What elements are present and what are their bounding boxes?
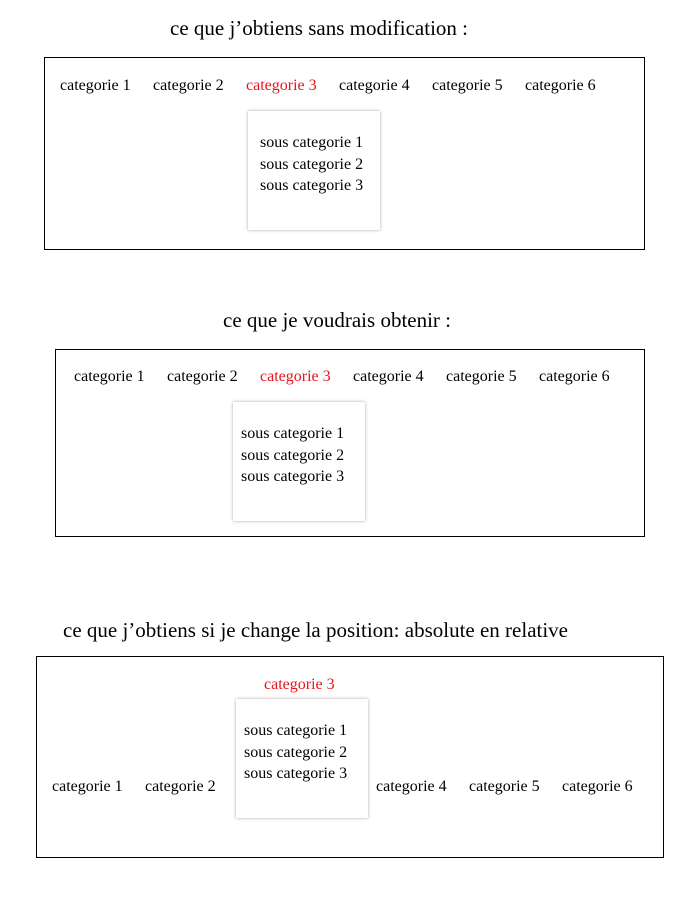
example-1-category-1[interactable]: categorie 1: [60, 77, 131, 94]
example-3-category-1[interactable]: categorie 1: [52, 778, 123, 795]
example-2-subcategory-2[interactable]: sous categorie 2: [241, 447, 345, 464]
example-2-subcategory-1[interactable]: sous categorie 1: [241, 425, 345, 442]
example-3-title: ce que j’obtiens si je change la position: absolute en relative: [63, 618, 569, 642]
example-3-category-3-active[interactable]: categorie 3: [264, 676, 335, 693]
example-3-category-5[interactable]: categorie 5: [469, 778, 540, 795]
example-1-title: ce que j’obtiens sans modification :: [170, 16, 469, 40]
example-2-title: ce que je voudrais obtenir :: [223, 308, 452, 332]
example-3-category-6[interactable]: categorie 6: [562, 778, 633, 795]
example-2-category-1[interactable]: categorie 1: [74, 368, 145, 385]
example-2-category-5[interactable]: categorie 5: [446, 368, 517, 385]
example-1-subcategory-3[interactable]: sous categorie 3: [260, 177, 364, 194]
example-2-category-4[interactable]: categorie 4: [353, 368, 424, 385]
example-2-category-6[interactable]: categorie 6: [539, 368, 610, 385]
example-1-category-6[interactable]: categorie 6: [525, 77, 596, 94]
example-2-category-2[interactable]: categorie 2: [167, 368, 238, 385]
example-1-category-4[interactable]: categorie 4: [339, 77, 410, 94]
example-2-category-3-active[interactable]: categorie 3: [260, 368, 331, 385]
example-1-subcategory-2[interactable]: sous categorie 2: [260, 156, 364, 173]
example-1-category-2[interactable]: categorie 2: [153, 77, 224, 94]
example-1-category-3-active[interactable]: categorie 3: [246, 77, 317, 94]
example-1-category-5[interactable]: categorie 5: [432, 77, 503, 94]
example-3-subcategory-1[interactable]: sous categorie 1: [244, 722, 348, 739]
example-3-category-4[interactable]: categorie 4: [376, 778, 447, 795]
example-3-category-2[interactable]: categorie 2: [145, 778, 216, 795]
example-3-subcategory-3[interactable]: sous categorie 3: [244, 765, 348, 782]
example-3-subcategory-2[interactable]: sous categorie 2: [244, 744, 348, 761]
example-2-subcategory-3[interactable]: sous categorie 3: [241, 468, 345, 485]
example-1-subcategory-1[interactable]: sous categorie 1: [260, 134, 364, 151]
